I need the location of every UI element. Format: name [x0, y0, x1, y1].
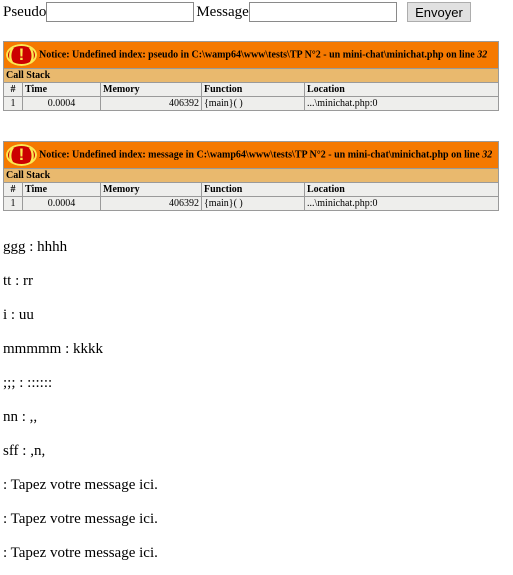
- notice-line-number: 32: [482, 149, 493, 161]
- col-header-number: #: [4, 83, 23, 97]
- chat-message: : Tapez votre message ici.: [3, 511, 158, 527]
- cell-location: ...\minichat.php:0: [305, 197, 499, 211]
- message-label: Message: [196, 3, 249, 20]
- notice-header: [4, 42, 499, 69]
- notice-header: [4, 142, 499, 169]
- warning-icon: ( ! ): [6, 144, 37, 166]
- chat-message: tt : rr: [3, 273, 33, 289]
- chat-message: : Tapez votre message ici.: [3, 545, 158, 561]
- col-header-number: #: [4, 183, 23, 197]
- col-header-time: Time: [23, 183, 101, 197]
- message-input[interactable]: [249, 2, 397, 22]
- xdebug-notice-message: [3, 141, 499, 211]
- notice-text: Notice: Undefined index: pseudo in C:\wamp64\www\tests\TP N°2 - un mini-chat\minichat.php on line 32: [39, 49, 488, 61]
- col-header-memory: Memory: [101, 183, 202, 197]
- pseudo-input[interactable]: [46, 2, 194, 22]
- notice-text: Notice: Undefined index: message in C:\wamp64\www\tests\TP N°2 - un mini-chat\minichat.php on line 32: [39, 149, 493, 161]
- chat-message: mmmmm : kkkk: [3, 341, 104, 357]
- table-row: [4, 197, 499, 211]
- cell-number: 1: [4, 197, 23, 211]
- chat-form: [3, 0, 399, 24]
- cell-time: 0.0004: [23, 97, 101, 111]
- submit-button[interactable]: Envoyer: [407, 2, 471, 22]
- col-header-memory: Memory: [101, 83, 202, 97]
- cell-function: {main}( ): [202, 97, 305, 111]
- col-header-location: Location: [305, 83, 499, 97]
- notice-line-number: 32: [477, 49, 488, 61]
- col-header-function: Function: [202, 183, 305, 197]
- col-header-location: Location: [305, 183, 499, 197]
- cell-time: 0.0004: [23, 197, 101, 211]
- chat-message: i : uu: [3, 307, 34, 323]
- cell-memory: 406392: [101, 197, 202, 211]
- cell-function: {main}( ): [202, 197, 305, 211]
- chat-message: nn : ,,: [3, 409, 38, 425]
- call-stack-label: Call Stack: [4, 69, 499, 83]
- warning-icon: ( ! ): [6, 44, 37, 66]
- cell-location: ...\minichat.php:0: [305, 97, 499, 111]
- col-header-function: Function: [202, 83, 305, 97]
- cell-memory: 406392: [101, 97, 202, 111]
- table-row: [4, 97, 499, 111]
- col-header-time: Time: [23, 83, 101, 97]
- chat-message: ggg : hhhh: [3, 239, 68, 255]
- xdebug-notice-pseudo: [3, 41, 499, 111]
- chat-message: ;;; : ::::::: [3, 375, 53, 391]
- pseudo-label: Pseudo: [3, 3, 47, 20]
- call-stack-label: Call Stack: [4, 169, 499, 183]
- chat-message: sff : ,n,: [3, 443, 46, 459]
- chat-message: : Tapez votre message ici.: [3, 477, 158, 493]
- cell-number: 1: [4, 97, 23, 111]
